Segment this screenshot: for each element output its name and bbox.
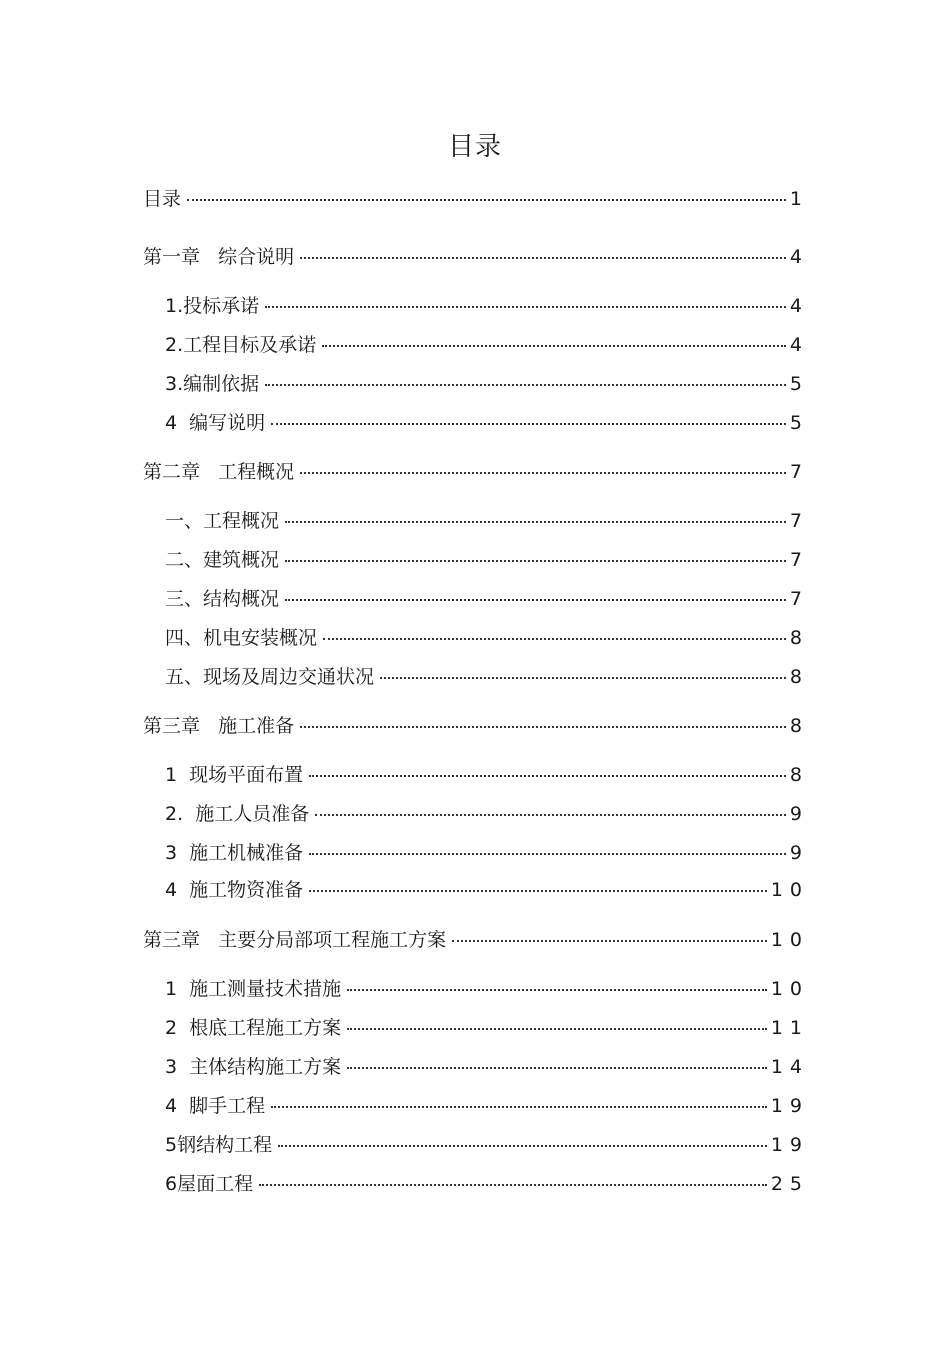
toc-section-entry[interactable] <box>165 1093 809 1119</box>
toc-section-entry[interactable] <box>165 332 809 358</box>
toc-section-entry[interactable] <box>165 840 809 866</box>
toc-section-entry[interactable] <box>165 371 809 397</box>
toc-entry-label: 2. 施工人员准备 <box>165 803 310 825</box>
toc-page-number: 25 <box>770 1173 809 1195</box>
toc-page-number: 4 <box>789 295 809 317</box>
dot-leader <box>300 726 786 728</box>
toc-entry-label: 第二章 工程概况 <box>143 461 295 483</box>
toc-entry-label: 1 施工测量技术措施 <box>165 978 342 1000</box>
toc-entry-label: 4 编写说明 <box>165 412 266 434</box>
dot-leader <box>315 814 786 816</box>
toc-entry-label: 1 现场平面布置 <box>165 764 304 786</box>
dot-leader <box>278 1145 767 1147</box>
toc-entry-label: 3 施工机械准备 <box>165 842 304 864</box>
toc-entry-label: 四、机电安装概况 <box>165 627 318 649</box>
toc-section-entry[interactable] <box>165 762 809 788</box>
dot-leader <box>300 257 786 259</box>
toc-page-number: 9 <box>789 842 809 864</box>
toc-entry-label: 4 脚手工程 <box>165 1095 266 1117</box>
toc-entry-label: 1.投标承诺 <box>165 295 260 317</box>
toc-section-entry[interactable] <box>165 664 809 690</box>
toc-section-entry[interactable] <box>165 976 809 1002</box>
toc-entry-label: 2 根底工程施工方案 <box>165 1017 342 1039</box>
toc-page-number: 10 <box>770 879 809 901</box>
dot-leader <box>300 472 786 474</box>
toc-entry-label: 4 施工物资准备 <box>165 879 304 901</box>
toc-entry-label: 五、现场及周边交通状况 <box>165 666 375 688</box>
toc-entry-label: 3 主体结构施工方案 <box>165 1056 342 1078</box>
toc-page-number: 9 <box>789 803 809 825</box>
dot-leader <box>347 1028 767 1030</box>
dot-leader <box>309 890 767 892</box>
toc-page-number: 14 <box>770 1056 809 1078</box>
dot-leader <box>347 1067 767 1069</box>
toc-page-number: 19 <box>770 1095 809 1117</box>
toc-entry-label: 第一章 综合说明 <box>143 246 295 268</box>
dot-leader <box>309 853 786 855</box>
toc-section-entry[interactable] <box>165 801 809 827</box>
dot-leader <box>452 940 767 942</box>
dot-leader <box>322 345 786 347</box>
toc-section-entry[interactable] <box>165 625 809 651</box>
toc-chapter-entry[interactable] <box>143 186 809 212</box>
dot-leader <box>265 306 786 308</box>
dot-leader <box>265 384 786 386</box>
toc-entry-label: 目录 <box>143 188 182 210</box>
toc-section-entry[interactable] <box>165 586 809 612</box>
toc-entry-label: 第三章 施工准备 <box>143 715 295 737</box>
toc-page-number: 5 <box>789 373 809 395</box>
toc-page-number: 10 <box>770 929 809 951</box>
toc-chapter-entry[interactable] <box>143 244 809 270</box>
toc-page-number: 1 <box>789 188 809 210</box>
toc-page-number: 4 <box>789 246 809 268</box>
toc-entry-label: 二、建筑概况 <box>165 549 280 571</box>
dot-leader <box>323 638 786 640</box>
toc-page-number: 7 <box>789 588 809 610</box>
dot-leader <box>187 199 786 201</box>
toc-entry-label: 一、工程概况 <box>165 510 280 532</box>
toc-page-number: 8 <box>789 627 809 649</box>
toc-chapter-entry[interactable] <box>143 927 809 953</box>
toc-page-number: 7 <box>789 461 809 483</box>
toc-section-entry[interactable] <box>165 410 809 436</box>
toc-section-entry[interactable] <box>165 1054 809 1080</box>
toc-chapter-entry[interactable] <box>143 459 809 485</box>
toc-page-number: 7 <box>789 549 809 571</box>
toc-section-entry[interactable] <box>165 547 809 573</box>
toc-entry-label: 第三章 主要分局部项工程施工方案 <box>143 929 447 951</box>
toc-entry-label: 3.编制依据 <box>165 373 260 395</box>
toc-section-entry[interactable] <box>165 877 809 903</box>
toc-page-number: 8 <box>789 715 809 737</box>
dot-leader <box>285 560 786 562</box>
toc-entry-label: 6屋面工程 <box>165 1173 254 1195</box>
page-title: 目录 <box>447 132 502 162</box>
toc-page-number: 5 <box>789 412 809 434</box>
toc-section-entry[interactable] <box>165 1132 809 1158</box>
toc-chapter-entry[interactable] <box>143 713 809 739</box>
toc-page-number: 19 <box>770 1134 809 1156</box>
dot-leader <box>271 423 786 425</box>
toc-page-number: 8 <box>789 666 809 688</box>
toc-section-entry[interactable] <box>165 1171 809 1197</box>
toc-section-entry[interactable] <box>165 508 809 534</box>
toc-page-number: 7 <box>789 510 809 532</box>
dot-leader <box>309 775 786 777</box>
toc-page-number: 8 <box>789 764 809 786</box>
toc-page-number: 4 <box>789 334 809 356</box>
toc-entry-label: 5钢结构工程 <box>165 1134 273 1156</box>
toc-page-number: 10 <box>770 978 809 1000</box>
dot-leader <box>285 521 786 523</box>
toc-entry-label: 2.工程目标及承诺 <box>165 334 317 356</box>
dot-leader <box>259 1184 767 1186</box>
dot-leader <box>347 989 767 991</box>
dot-leader <box>271 1106 767 1108</box>
dot-leader <box>285 599 786 601</box>
toc-page-number: 11 <box>770 1017 809 1039</box>
dot-leader <box>380 677 786 679</box>
toc-section-entry[interactable] <box>165 293 809 319</box>
toc-section-entry[interactable] <box>165 1015 809 1041</box>
toc-entry-label: 三、结构概况 <box>165 588 280 610</box>
